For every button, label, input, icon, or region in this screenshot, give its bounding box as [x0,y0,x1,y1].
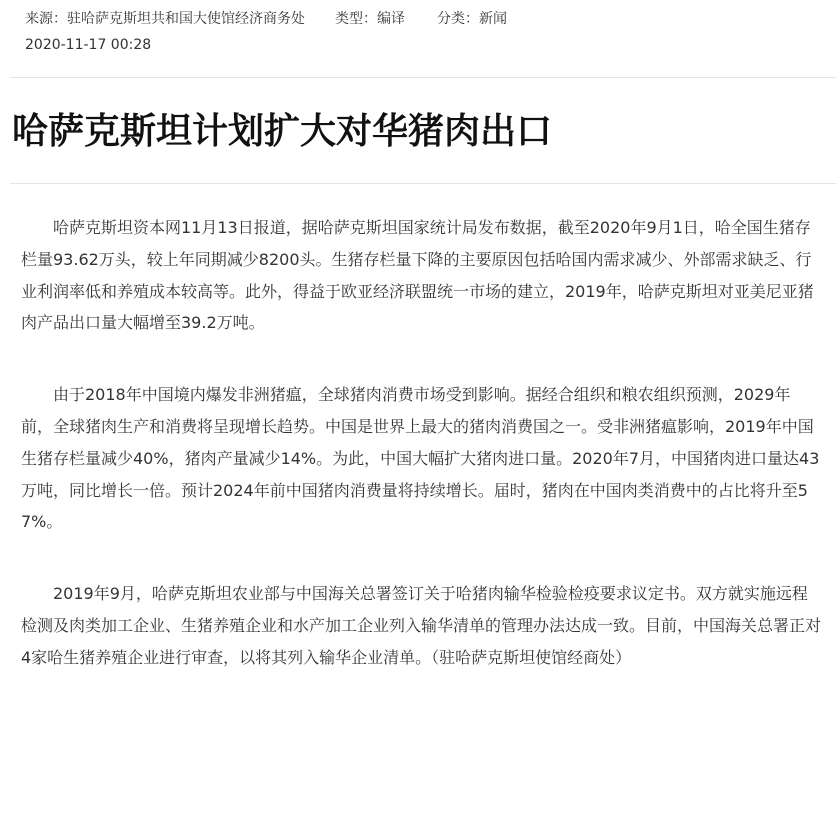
article-paragraph: 2019年9月，哈萨克斯坦农业部与中国海关总署签订关于哈猪肉输华检验检疫要求议定书。双方就实施远程检测及肉类加工企业、生猪养殖企业和水产加工企业列入输华清单的管理办法达成一致。目前，中国海关总署正对4家哈生猪养殖企业进行审查，以将其列入输华企业清单。（驻哈萨克斯坦使馆经商处） [21,584,822,667]
article-paragraph: 哈萨克斯坦资本网11月13日报道，据哈萨克斯坦国家统计局发布数据，截至2020年9月1日，哈全国生猪存栏量93.62万头，较上年同期减少8200头。生猪存栏量下降的主要原因包括哈国内需求减少、外部需求缺乏、行业利润率低和养殖成本较高等。此外，得益于欧亚经济联盟统一市场的建立，2019年，哈萨克斯坦对亚美尼亚猪肉产品出口量大幅增至39.2万吨。 [21,218,814,333]
meta-line [25,8,825,30]
top-divider [10,77,836,78]
article-body [21,212,821,714]
article-paragraph: 由于2018年中国境内爆发非洲猪瘟，全球猪肉消费市场受到影响。据经合组织和粮农组织预测，2029年前，全球猪肉生产和消费将呈现增长趋势。中国是世界上最大的猪肉消费国之一。受非洲猪瘟影响，2019年中国生猪存栏量减少40%，猪肉产量减少14%。为此，中国大幅扩大猪肉进口量。2020年7月，中国猪肉进口量达43万吨，同比增长一倍。预计2024年前中国猪肉消费量将持续增长。届时，猪肉在中国肉类消费中的占比将升至57%。 [21,385,820,532]
title-divider [10,183,836,184]
article-meta [25,8,825,56]
meta-category: 分类：新闻 [437,11,507,27]
article-title: 哈萨克斯坦计划扩大对华猪肉出口 [12,111,553,152]
meta-type: 类型：编译 [335,11,405,27]
meta-source: 来源：驻哈萨克斯坦共和国大使馆经济商务处 [25,11,305,27]
meta-date: 2020-11-17 00:28 [25,37,152,53]
